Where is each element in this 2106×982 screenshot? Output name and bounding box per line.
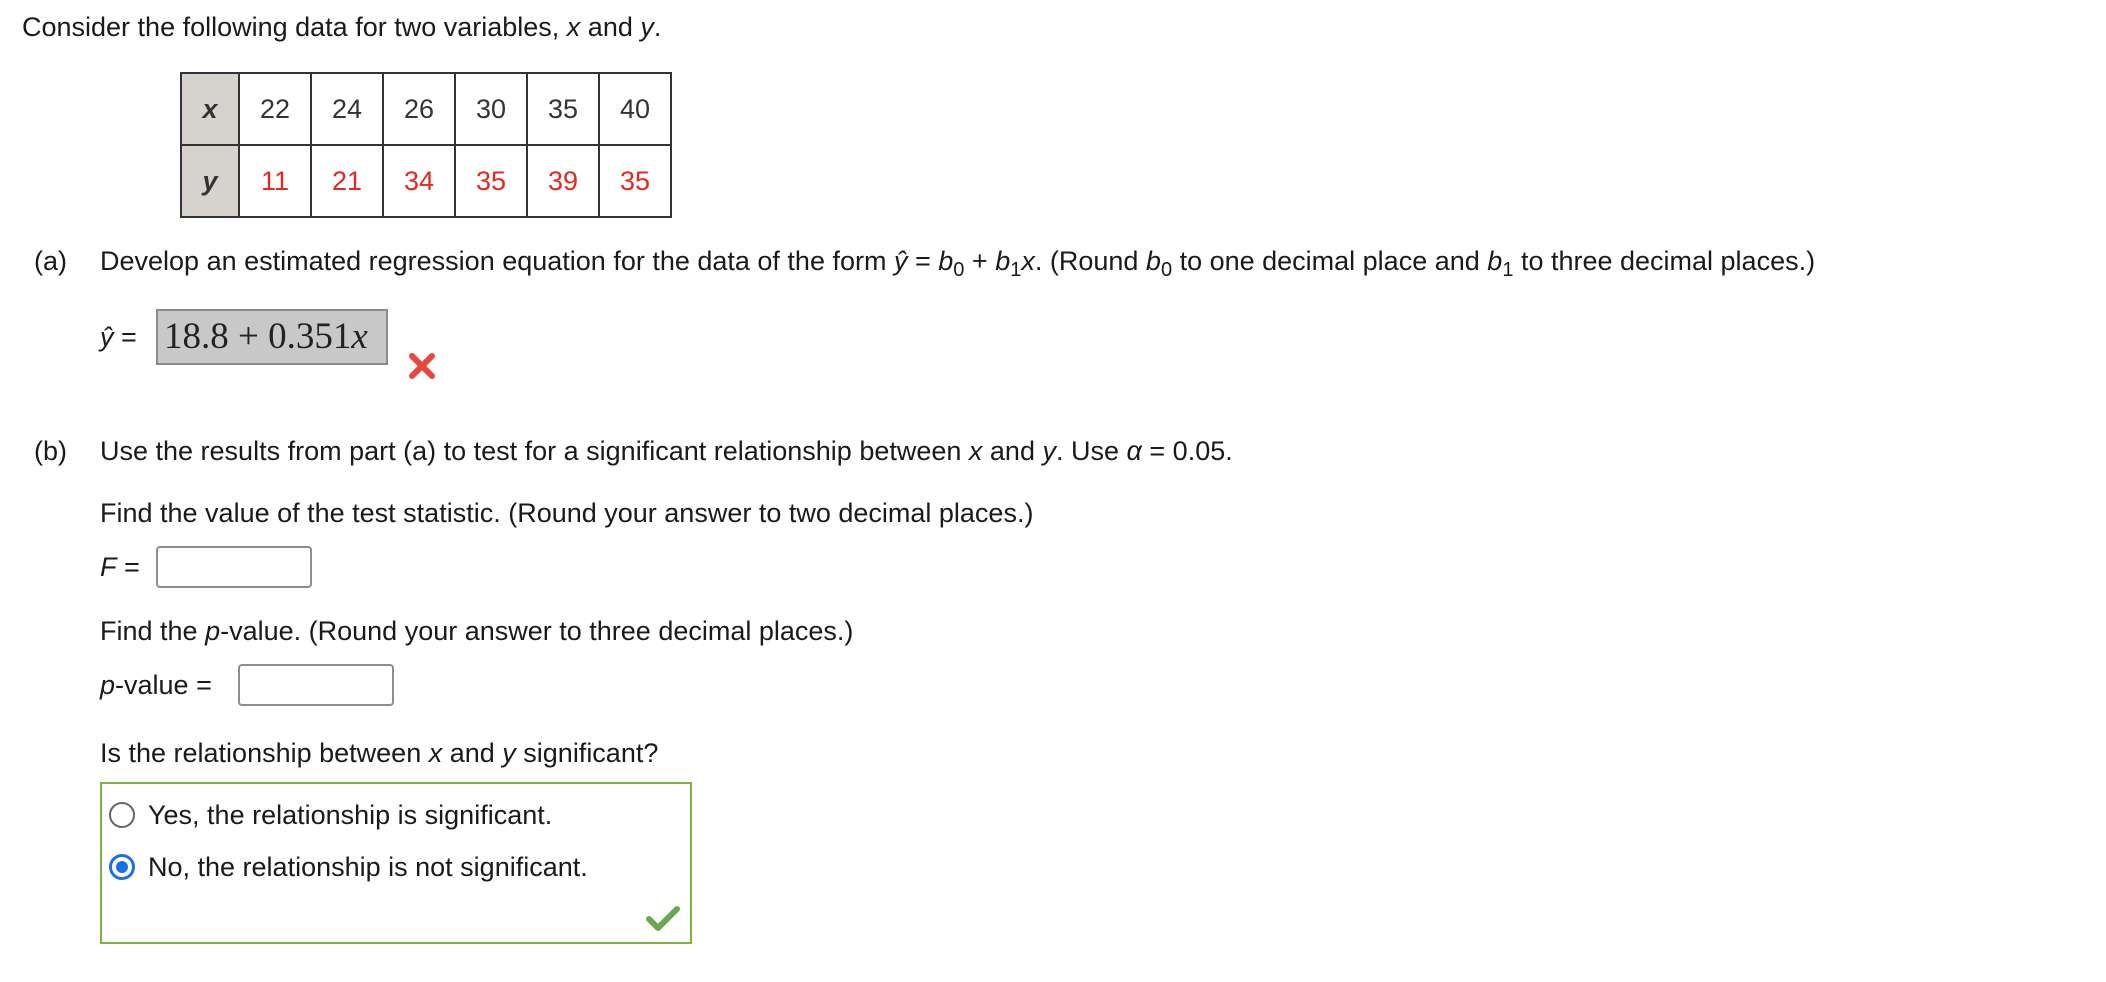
y-row	[181, 145, 671, 217]
y-value: 35	[599, 145, 671, 217]
data-table	[180, 72, 672, 218]
incorrect-x-icon	[408, 352, 436, 380]
part-b-question: Use the results from part (a) to test for a significant relationship between x and y. Use α = 0.05.	[100, 436, 1233, 466]
f-prompt: Find the value of the test statistic. (Round your answer to two decimal places.)	[100, 498, 1034, 528]
y-value: 35	[455, 145, 527, 217]
x-value: 24	[311, 73, 383, 145]
p-value-label: p-value =	[100, 670, 212, 700]
radio-no[interactable]	[109, 854, 135, 880]
part-a-question: Develop an estimated regression equation for the data of the form ŷ = $b_0 + b_1x$. (Round $b_0$ to one decimal place and $b_1$ to three decimal places.)	[100, 246, 1816, 281]
significance-question: Is the relationship between x and y significant?	[100, 738, 659, 768]
option-no-label[interactable]: No, the relationship is not significant.	[148, 852, 588, 882]
y-value: 11	[239, 145, 311, 217]
y-value: 39	[527, 145, 599, 217]
option-yes-label[interactable]: Yes, the relationship is significant.	[148, 800, 553, 830]
y-value: 21	[311, 145, 383, 217]
y-header: y	[181, 145, 239, 217]
f-label: F =	[100, 552, 140, 582]
x-row	[181, 73, 671, 145]
regression-answer-field[interactable]: 18.8 + 0.351x	[156, 309, 388, 365]
x-value: 30	[455, 73, 527, 145]
x-value: 26	[383, 73, 455, 145]
f-statistic-input[interactable]	[156, 546, 312, 588]
x-header: x	[181, 73, 239, 145]
p-prompt: Find the p-value. (Round your answer to three decimal places.)	[100, 616, 854, 646]
y-value: 34	[383, 145, 455, 217]
radio-yes[interactable]	[109, 802, 135, 828]
x-value: 35	[527, 73, 599, 145]
x-value: 40	[599, 73, 671, 145]
intro-text: Consider the following data for two variables, x and y.	[22, 12, 662, 42]
significance-radio-group	[100, 782, 692, 944]
yhat-label: ŷ =	[100, 322, 137, 352]
part-b-label: (b)	[34, 436, 67, 466]
part-a-label: (a)	[34, 246, 67, 276]
x-value: 22	[239, 73, 311, 145]
correct-check-icon	[646, 904, 680, 932]
p-value-input[interactable]	[238, 664, 394, 706]
